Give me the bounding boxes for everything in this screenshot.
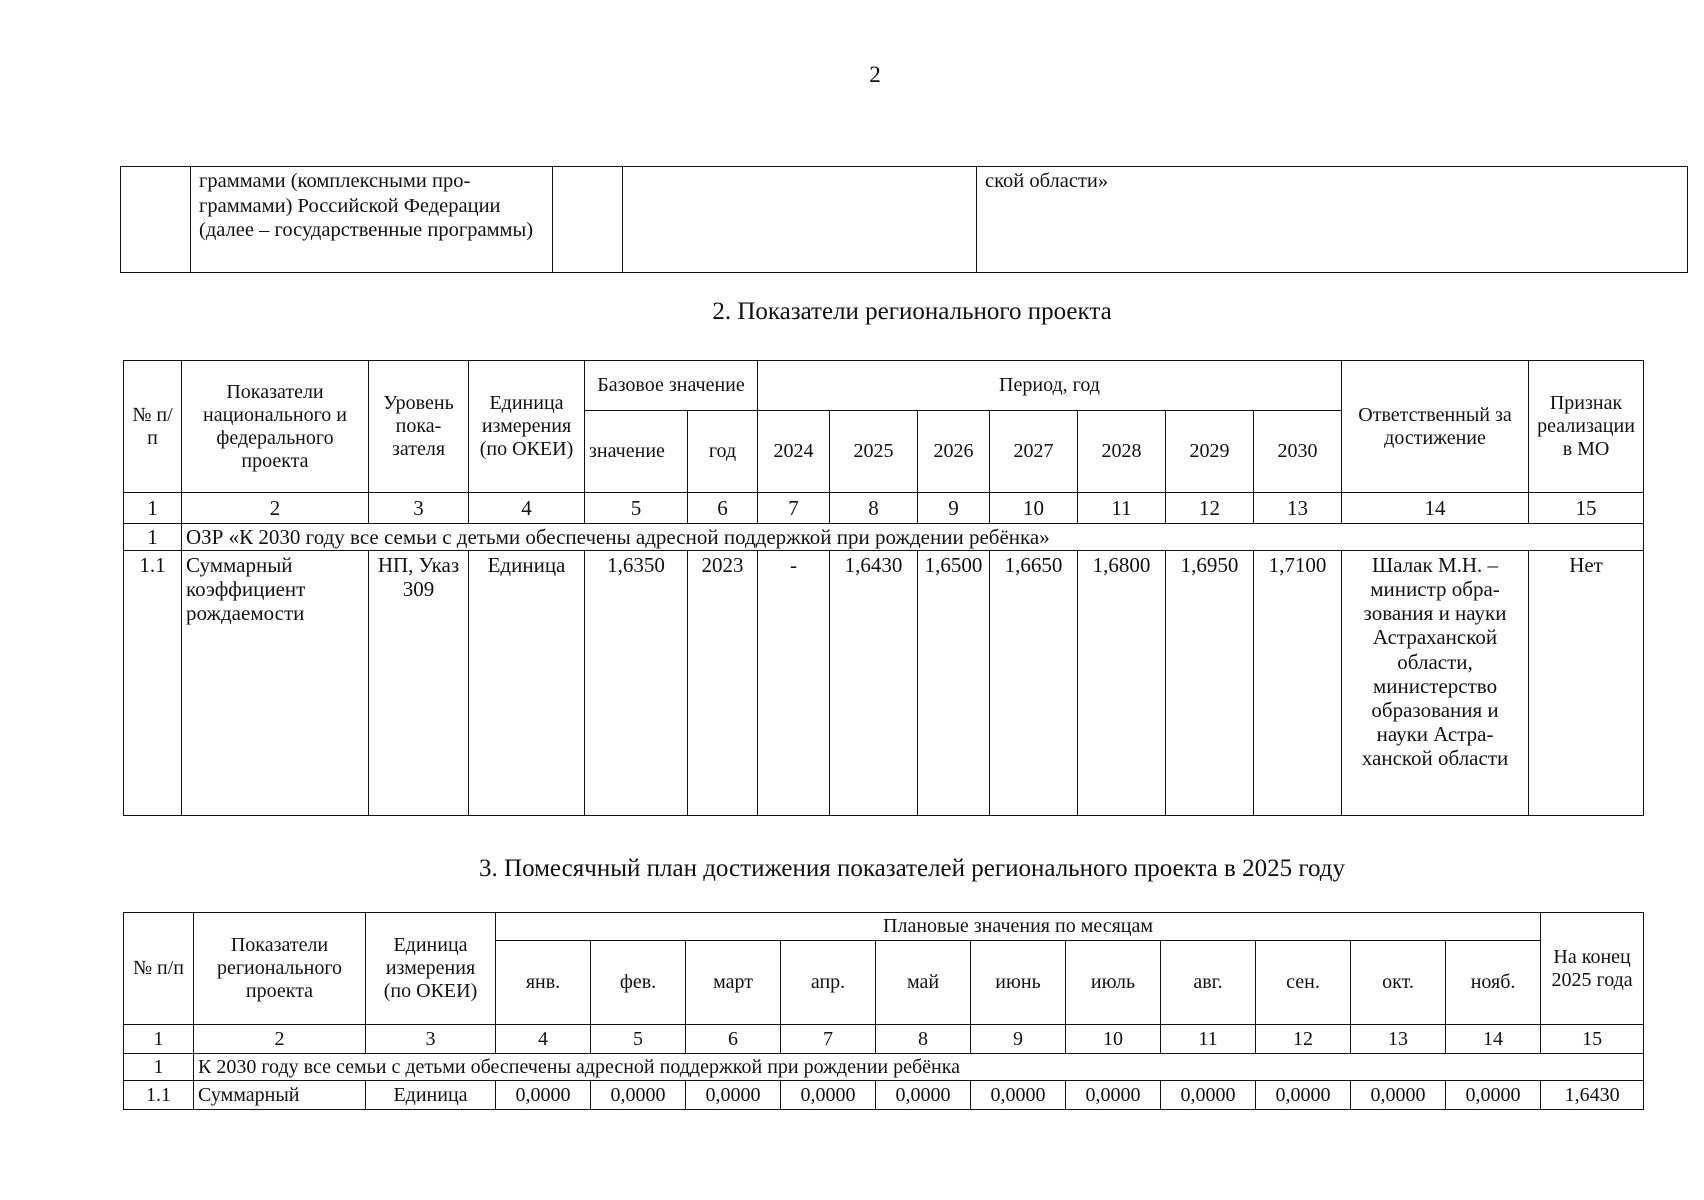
header-cell: Базовое значение [585,361,758,411]
year-value-cell: 1,6500 [918,551,990,816]
column-number: 8 [830,493,918,524]
column-number: 12 [1256,1025,1351,1054]
year-value-cell: 1,6950 [1166,551,1254,816]
group-row [124,1054,1644,1081]
header-cell: На конец 2025 года [1541,913,1644,1025]
column-number: 3 [366,1025,496,1054]
column-number: 11 [1161,1025,1256,1054]
month-value-cell: 0,0000 [1066,1081,1161,1110]
column-number: 14 [1342,493,1529,524]
mo-cell: Нет [1529,551,1644,816]
header-cell: авг. [1161,941,1256,1025]
month-value-cell: 0,0000 [1446,1081,1541,1110]
header-cell: сен. [1256,941,1351,1025]
header-cell: апр. [781,941,876,1025]
row-number: 1.1 [124,1081,194,1110]
header-cell: 2024 [758,411,830,493]
column-number: 11 [1078,493,1166,524]
header-cell: Показатели национального и федерального проекта [182,361,369,493]
header-cell: Плановые значения по месяцам [496,913,1541,941]
table-cell [553,167,623,273]
continuation-table [120,166,1688,273]
table-header-row [124,913,1644,941]
column-number: 4 [469,493,585,524]
header-cell: 2029 [1166,411,1254,493]
header-cell: март [686,941,781,1025]
year-end-cell: 1,6430 [1541,1081,1644,1110]
column-numbers-row [124,493,1644,524]
header-cell: 2025 [830,411,918,493]
month-value-cell: 0,0000 [971,1081,1066,1110]
table-cell [623,167,977,273]
column-number: 2 [182,493,369,524]
year-value-cell: 1,6430 [830,551,918,816]
indicators-table [123,360,1644,816]
monthly-plan-table [123,912,1644,1110]
indicator-name: Суммарный [194,1081,366,1110]
base-year-cell: 2023 [688,551,758,816]
column-number: 3 [369,493,469,524]
header-cell: значение [585,411,688,493]
unit-cell: Единица [469,551,585,816]
column-number: 10 [1066,1025,1161,1054]
indicator-name: Суммарный коэффициент рождаемости [182,551,369,816]
column-number: 2 [194,1025,366,1054]
column-number: 1 [124,1025,194,1054]
column-number: 6 [686,1025,781,1054]
year-value-cell: 1,6800 [1078,551,1166,816]
year-value-cell: 1,6650 [990,551,1078,816]
column-number: 7 [781,1025,876,1054]
month-value-cell: 0,0000 [591,1081,686,1110]
header-cell: 2027 [990,411,1078,493]
column-number: 13 [1254,493,1342,524]
column-number: 4 [496,1025,591,1054]
month-value-cell: 0,0000 [876,1081,971,1110]
column-number: 1 [124,493,182,524]
header-cell: год [688,411,758,493]
month-value-cell: 0,0000 [1256,1081,1351,1110]
column-number: 7 [758,493,830,524]
header-cell: Уровень показателя [369,361,469,493]
section-title: 2. Показатели регионального проекта [712,298,1112,325]
responsible-cell: Шалак М.Н. – министр образования и науки Астраханской области, министерство образования и науки Астраханской области [1342,551,1529,816]
month-value-cell: 0,0000 [496,1081,591,1110]
header-cell: янв. [496,941,591,1025]
table-cell: ской области» [977,167,1688,273]
header-cell: Единица измерения (по ОКЕИ) [469,361,585,493]
row-number: 1.1 [124,551,182,816]
month-value-cell: 0,0000 [781,1081,876,1110]
group-title: К 2030 году все семьи с детьми обеспечены адресной поддержкой при рождении ребёнка [194,1054,1644,1081]
column-number: 9 [971,1025,1066,1054]
column-number: 13 [1351,1025,1446,1054]
column-number: 15 [1529,493,1644,524]
column-number: 5 [585,493,688,524]
header-cell: Ответственный за достижение [1342,361,1529,493]
table-cell: граммами (комплексными программами) Российской Федерации (далее – государственные программы) [191,167,553,273]
group-title: ОЗР «К 2030 году все семьи с детьми обеспечены адресной поддержкой при рождении ребёнка» [182,524,1644,551]
header-cell: фев. [591,941,686,1025]
table-row [124,551,1644,816]
table-cell [121,167,191,273]
header-cell: июль [1066,941,1161,1025]
header-cell: 2030 [1254,411,1342,493]
indicator-level: НП, Указ 309 [369,551,469,816]
column-number: 6 [688,493,758,524]
year-value-cell: - [758,551,830,816]
column-number: 12 [1166,493,1254,524]
column-number: 5 [591,1025,686,1054]
column-numbers-row [124,1025,1644,1054]
header-cell: № п/п [124,361,182,493]
header-cell: май [876,941,971,1025]
header-cell: окт. [1351,941,1446,1025]
column-number: 10 [990,493,1078,524]
header-cell: № п/п [124,913,194,1025]
table-header-row [124,361,1644,411]
table-row [121,167,1688,273]
column-number: 8 [876,1025,971,1054]
column-number: 14 [1446,1025,1541,1054]
group-row [124,524,1644,551]
header-cell: Период, год [758,361,1342,411]
year-value-cell: 1,7100 [1254,551,1342,816]
header-cell: Показатели регионального проекта [194,913,366,1025]
column-number: 15 [1541,1025,1644,1054]
section-title: 3. Помесячный план достижения показателей регионального проекта в 2025 году [479,855,1345,882]
column-number: 9 [918,493,990,524]
unit-cell: Единица [366,1081,496,1110]
month-value-cell: 0,0000 [1351,1081,1446,1110]
page-number: 2 [869,62,881,87]
month-value-cell: 0,0000 [1161,1081,1256,1110]
header-cell: 2028 [1078,411,1166,493]
header-cell: Единица измерения (по ОКЕИ) [366,913,496,1025]
header-cell: июнь [971,941,1066,1025]
header-cell: Признак реализации в МО [1529,361,1644,493]
month-value-cell: 0,0000 [686,1081,781,1110]
group-number: 1 [124,524,182,551]
header-cell: 2026 [918,411,990,493]
group-number: 1 [124,1054,194,1081]
table-row [124,1081,1644,1110]
base-value-cell: 1,6350 [585,551,688,816]
header-cell: нояб. [1446,941,1541,1025]
